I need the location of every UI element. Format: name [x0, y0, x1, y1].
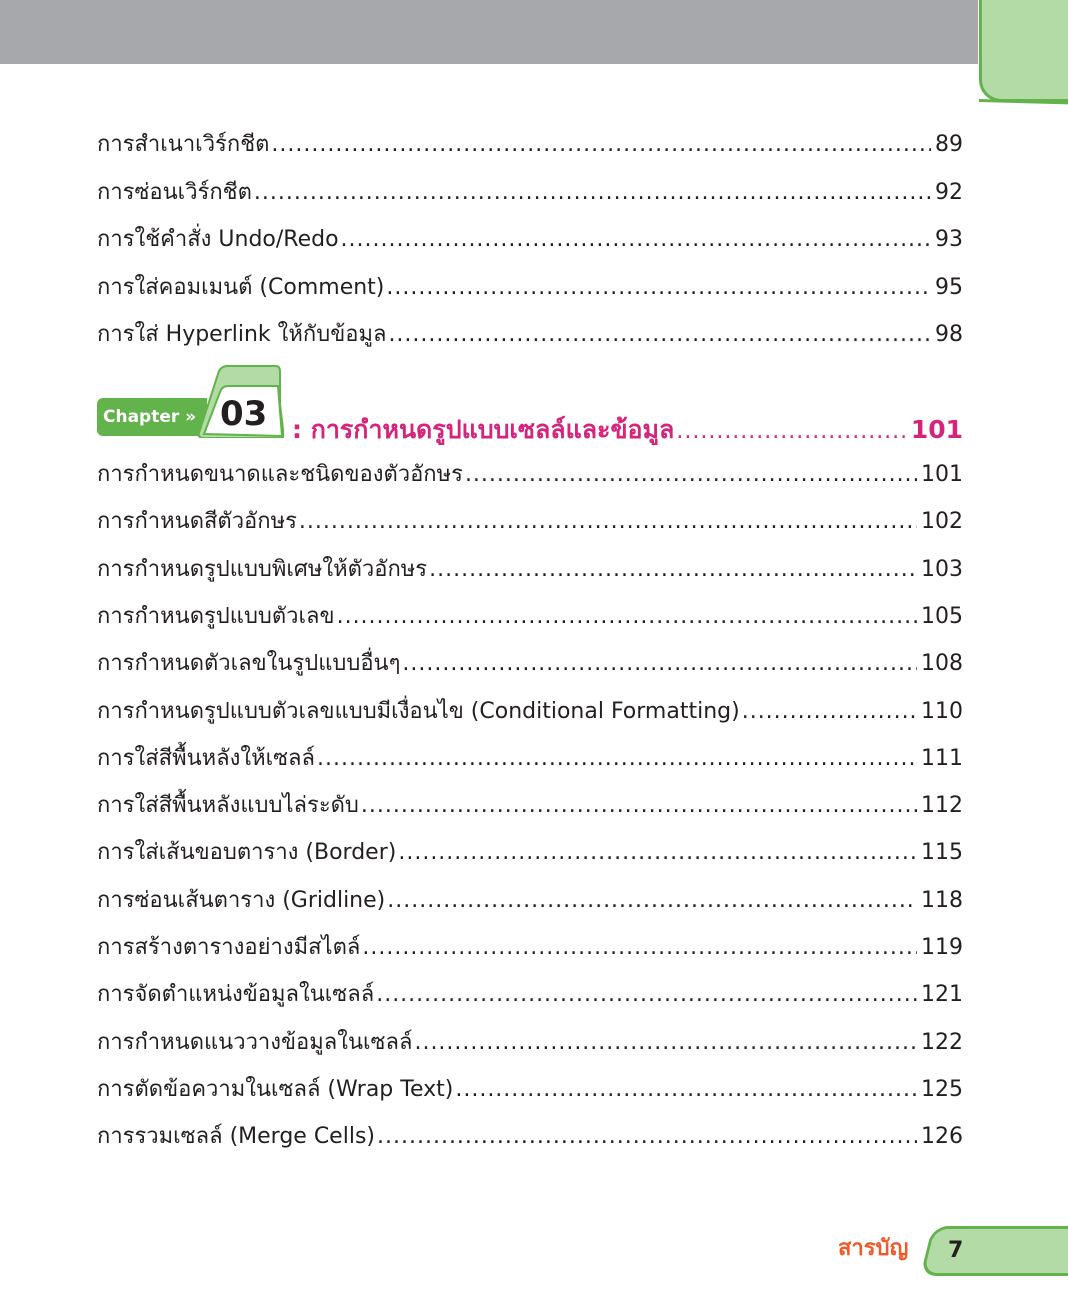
toc-entry-title: การใส่คอมเมนต์ (Comment): [97, 274, 385, 300]
chapter-title-row[interactable]: [292, 410, 963, 450]
toc-entry-page: 115: [921, 840, 963, 866]
toc-entry-page: 98: [935, 322, 963, 347]
toc-entry[interactable]: [97, 1120, 963, 1154]
footer-section-label: สารบัญ: [838, 1236, 909, 1261]
toc-entry-page: 111: [921, 745, 963, 771]
toc-entry[interactable]: [97, 553, 963, 587]
leader-dots: [742, 695, 917, 729]
chapter-title: : การกำหนดรูปแบบเซลล์และข้อมูล: [292, 415, 675, 444]
toc-entry[interactable]: [97, 884, 963, 918]
header-bar: [0, 0, 978, 64]
toc-entry-page: 102: [921, 509, 963, 535]
toc-entry-title: การกำหนดขนาดและชนิดของตัวอักษร: [97, 462, 463, 487]
toc-entry-title: การสร้างตารางอย่างมีสไตล์: [97, 935, 361, 960]
chapter-number: 03: [220, 394, 268, 434]
leader-dots: [455, 1073, 917, 1107]
toc-entry-page: 118: [921, 887, 963, 913]
toc-entry[interactable]: [97, 1026, 963, 1060]
toc-entry-title: การใส่เส้นขอบตาราง (Border): [97, 840, 397, 866]
leader-dots: [398, 836, 917, 870]
toc-entry-title: การใส่สีพื้นหลังแบบไล่ระดับ: [97, 793, 359, 819]
leader-dots: [341, 223, 931, 257]
toc-entry-title: การกำหนดรูปแบบพิเศษให้ตัวอักษร: [97, 556, 428, 582]
chapter-page: 101: [910, 415, 963, 444]
footer-page-tab: [920, 1226, 1068, 1276]
toc-entry[interactable]: [97, 223, 963, 257]
toc-entry-page: 93: [935, 227, 963, 252]
toc-entry-title: การกำหนดรูปแบบตัวเลข: [97, 603, 335, 629]
leader-dots: [429, 553, 917, 587]
toc-entry[interactable]: [97, 1073, 963, 1107]
leader-dots: [317, 742, 917, 776]
toc-entry-title: การซ่อนเส้นตาราง (Gridline): [97, 887, 386, 913]
toc-entry-page: 105: [921, 603, 963, 629]
leader-dots: [376, 978, 917, 1012]
leader-dots: [402, 647, 917, 681]
toc-entry[interactable]: [97, 836, 963, 870]
toc-entry-page: 122: [921, 1029, 963, 1055]
toc-entry-page: 92: [935, 179, 963, 205]
toc-entry[interactable]: [97, 128, 963, 162]
toc-entry-title: การใส่ Hyperlink ให้กับข้อมูล: [97, 322, 387, 347]
toc-entry[interactable]: [97, 505, 963, 539]
toc-entry-page: 89: [935, 132, 963, 157]
toc-entry-page: 108: [921, 651, 963, 677]
chapter-badge: [97, 398, 207, 436]
toc-entry-page: 126: [921, 1124, 963, 1150]
toc-entry-title: การใส่สีพื้นหลังให้เซลล์: [97, 745, 316, 771]
leader-dots: [254, 176, 931, 210]
leader-dots: [414, 1026, 917, 1060]
toc-entry-title: การใช้คำสั่ง Undo/Redo: [97, 227, 339, 252]
chapter-badge-label: Chapter »: [103, 407, 197, 427]
toc-entry-page: 101: [921, 462, 963, 487]
toc-entry-page: 121: [921, 982, 963, 1008]
toc-entry[interactable]: [97, 647, 963, 681]
leader-dots: [386, 271, 931, 305]
corner-tab: [979, 0, 1068, 102]
leader-dots: [387, 884, 917, 918]
toc-entry-page: 112: [921, 793, 963, 819]
toc-entry[interactable]: [97, 742, 963, 776]
toc-entry-title: การกำหนดรูปแบบตัวเลขแบบมีเงื่อนไข (Conditional Formatting): [97, 698, 740, 724]
toc-entry-title: การตัดข้อความในเซลล์ (Wrap Text): [97, 1076, 454, 1102]
toc-entry-title: การกำหนดตัวเลขในรูปแบบอื่นๆ: [97, 651, 401, 677]
toc-entry-title: การซ่อนเวิร์กชีต: [97, 179, 252, 205]
toc-entry[interactable]: [97, 176, 963, 210]
toc-entry[interactable]: [97, 271, 963, 305]
toc-entry-title: การสำเนาเวิร์กชีต: [97, 132, 270, 157]
toc-entry[interactable]: [97, 458, 963, 492]
toc-entry-page: 119: [921, 935, 963, 960]
toc-entry[interactable]: [97, 695, 963, 729]
leader-dots: [299, 505, 917, 539]
toc-entry-page: 103: [921, 556, 963, 582]
toc-entry-page: 95: [935, 274, 963, 300]
toc-entry[interactable]: [97, 600, 963, 634]
toc-entry-title: การกำหนดแนววางข้อมูลในเซลล์: [97, 1029, 413, 1055]
toc-entry[interactable]: [97, 318, 963, 352]
leader-dots: [676, 412, 906, 452]
leader-dots: [271, 128, 931, 162]
toc-entry-page: 125: [921, 1076, 963, 1102]
leader-dots: [465, 458, 917, 492]
footer-page-number: 7: [948, 1238, 964, 1263]
toc-entry-title: การกำหนดสีตัวอักษร: [97, 509, 297, 535]
leader-dots: [362, 931, 917, 965]
toc-entry[interactable]: [97, 931, 963, 965]
leader-dots: [388, 318, 931, 352]
leader-dots: [377, 1120, 917, 1154]
leader-dots: [337, 600, 917, 634]
toc-entry-page: 110: [921, 698, 963, 724]
toc-entry-title: การจัดตำแหน่งข้อมูลในเซลล์: [97, 982, 375, 1008]
leader-dots: [361, 789, 917, 823]
toc-entry-title: การรวมเซลล์ (Merge Cells): [97, 1124, 375, 1150]
toc-entry[interactable]: [97, 978, 963, 1012]
toc-entry[interactable]: [97, 789, 963, 823]
